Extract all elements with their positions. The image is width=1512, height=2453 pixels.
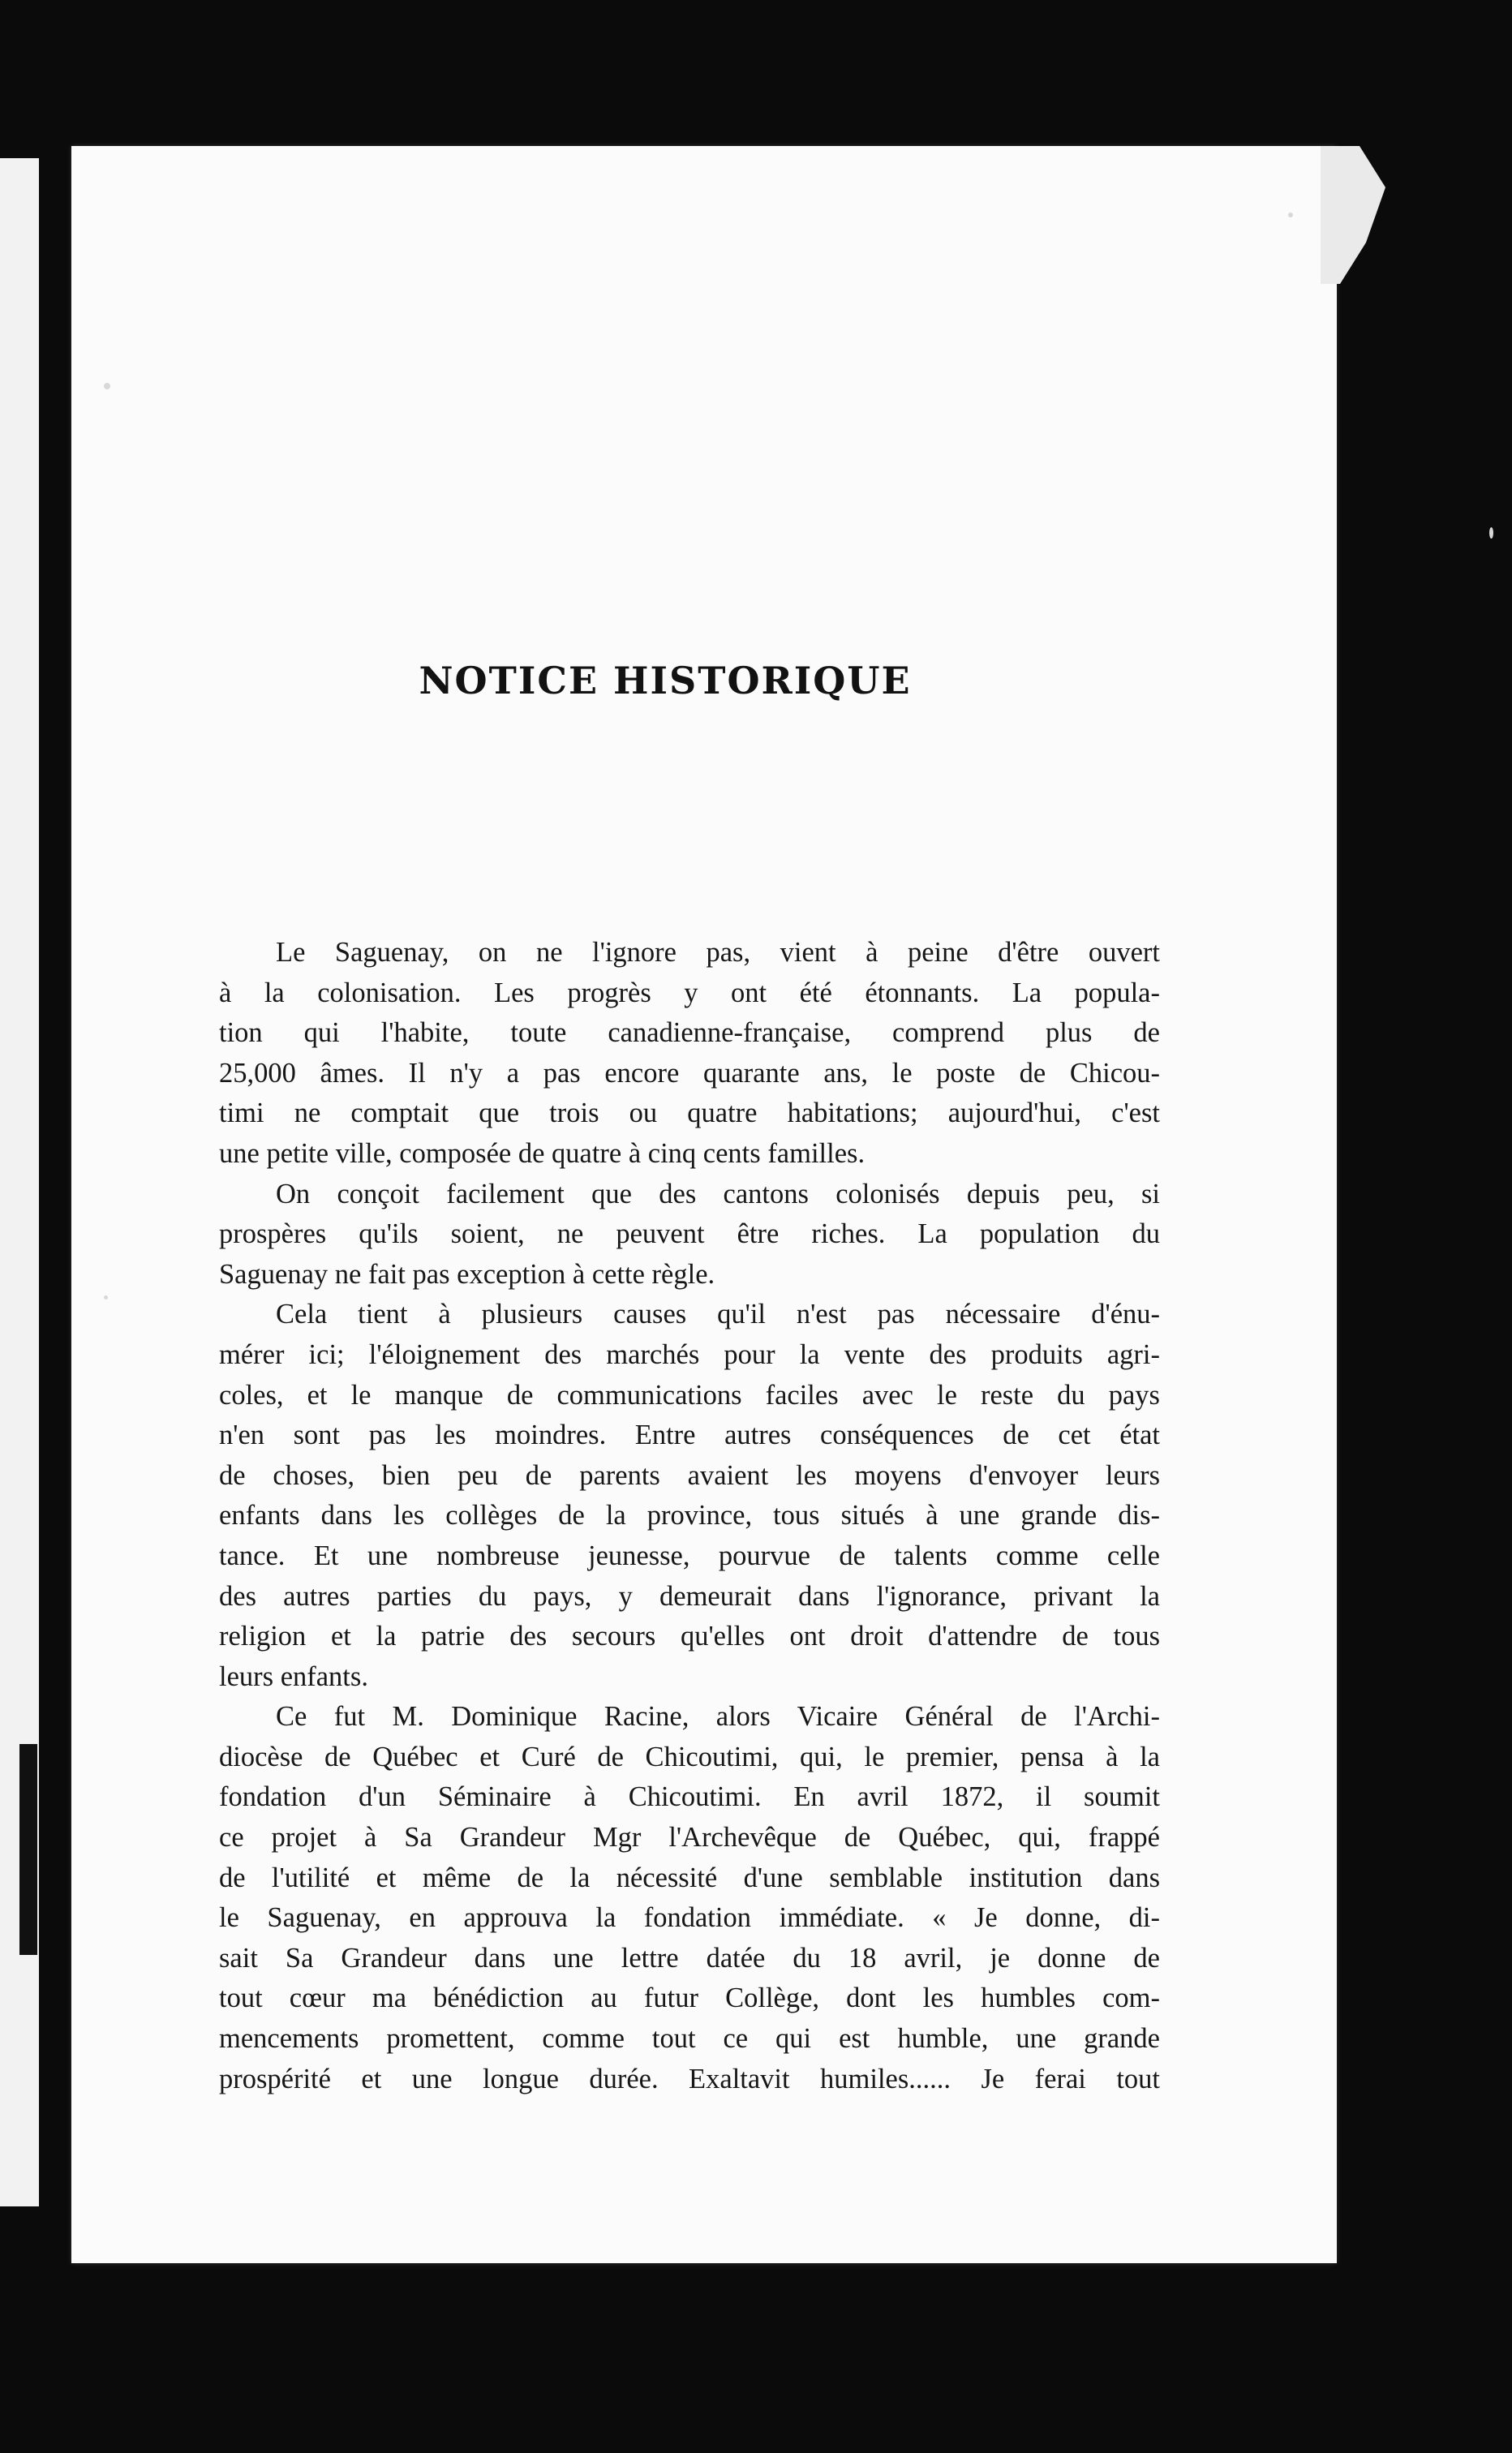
text-line: timi ne comptait que trois ou quatre habitations; aujourd'hui, c'est [219,1098,1160,1129]
paragraph-4 [219,1697,1160,2099]
page-title: NOTICE HISTORIQUE [419,659,912,702]
paragraph-1 [219,933,1160,1175]
text-line: mérer ici; l'éloignement des marchés pour la vente des produits agri- [219,1338,1160,1370]
text-line: des autres parties du pays, y demeurait dans l'ignorance, privant la [219,1580,1160,1612]
text-line: de l'utilité et même de la nécessité d'une semblable institution dans [219,1862,1160,1893]
text-line: 25,000 âmes. Il n'y a pas encore quarante ans, le poste de Chicou- [219,1057,1160,1089]
text-line: prospérité et une longue durée. Exaltavit humiles...... Je ferai tout [219,2063,1160,2094]
text-line: tout cœur ma bénédiction au futur Collège, dont les humbles com- [219,1983,1160,2014]
text-line: Ce fut M. Dominique Racine, alors Vicaire Général de l'Archi- [276,1701,1160,1733]
text-line: religion et la patrie des secours qu'elles ont droit d'attendre de tous [219,1621,1160,1652]
text-line: Cela tient à plusieurs causes qu'il n'est pas nécessaire d'énu- [276,1299,1160,1330]
dust-speck [1288,213,1293,217]
text-line: ce projet à Sa Grandeur Mgr l'Archevêque de Québec, qui, frappé [219,1822,1160,1854]
text-line: à la colonisation. Les progrès y ont été étonnants. La popula- [219,977,1160,1008]
text-line: mencements promettent, comme tout ce qui est humble, une grande [219,2023,1160,2055]
text-line: sait Sa Grandeur dans une lettre datée du 18 avril, je donne de [219,1942,1160,1974]
text-line: une petite ville, composée de quatre à cinq cents familles. [219,1137,866,1169]
left-page-shadow [19,1744,37,1955]
text-line: tance. Et une nombreuse jeunesse, pourvue de talents comme celle [219,1540,1160,1571]
text-line: Le Saguenay, on ne l'ignore pas, vient à peine d'être ouvert [276,937,1160,968]
text-line: diocèse de Québec et Curé de Chicoutimi, qui, le premier, pensa à la [219,1741,1160,1772]
text-line: enfants dans les collèges de la province, tous situés à une grande dis- [219,1500,1160,1532]
body-text [219,933,1160,2099]
text-line: tion qui l'habite, toute canadienne-française, comprend plus de [219,1017,1160,1049]
text-line: de choses, bien peu de parents avaient les moyens d'envoyer leurs [219,1459,1160,1491]
torn-page-corner [1321,146,1385,284]
text-line: fondation d'un Séminaire à Chicoutimi. En avril 1872, il soumit [219,1781,1160,1813]
book-gutter [39,146,71,2255]
dust-speck [104,383,110,389]
text-line: coles, et le manque de communications faciles avec le reste du pays [219,1379,1160,1411]
text-line: leurs enfants. [219,1660,368,1692]
paragraph-2 [219,1175,1160,1295]
text-line: prospères qu'ils soient, ne peuvent être riches. La population du [219,1218,1160,1250]
dust-speck [1489,527,1493,539]
text-line: On conçoit facilement que des cantons colonisés depuis peu, si [276,1178,1160,1209]
paragraph-3 [219,1295,1160,1697]
text-line: Saguenay ne fait pas exception à cette règle. [219,1258,715,1290]
text-line: n'en sont pas les moindres. Entre autres conséquences de cet état [219,1420,1160,1451]
text-line: le Saguenay, en approuva la fondation immédiate. « Je donne, di- [219,1902,1160,1934]
dust-speck [104,1295,108,1300]
